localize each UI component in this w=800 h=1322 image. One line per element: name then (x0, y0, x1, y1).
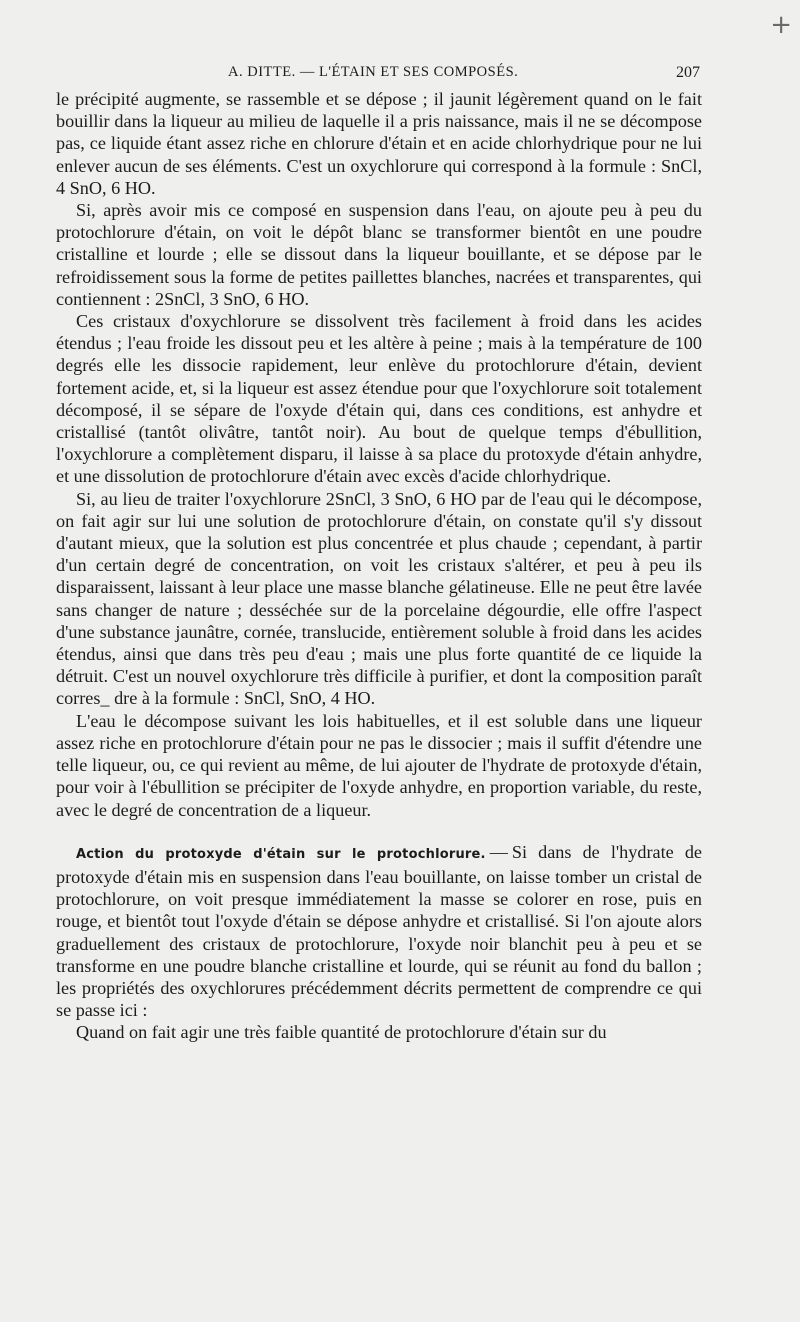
running-head: A. DITTE. — L'ÉTAIN ET SES COMPOSÉS. (228, 64, 519, 80)
section-dash: — (489, 841, 508, 862)
section-action-protoxyde (56, 841, 702, 1044)
paragraph: Si, après avoir mis ce composé en suspension dans l'eau, on ajoute peu à peu du protochlorure d'étain, on voit le dépôt blanc se transformer bientôt en une poudre cristalline et lourde ; elle se dissout dans la liqueur bouillante, et se dépose par le refroidissement sous la forme de petites paillettes blanches, nacrées et transparentes, qui contiennent : 2SnCl, 3 SnO, 6 HO. (56, 200, 702, 309)
corner-registration-mark: + (770, 10, 792, 40)
paragraph: Quand on fait agir une très faible quantité de protochlorure d'étain sur du (76, 1022, 607, 1043)
paragraph-continuation: le précipité augmente, se rassemble et se dépose ; il jaunit légèrement quand on le fait bouillir dans la liqueur au milieu de laquelle il a pris naissance, mais il ne se décompose pas, ce liquide étant assez riche en chlorure d'étain et en acide chlorhydrique pour ne lui enlever aucun de ses éléments. C'est un oxychlorure qui correspond à la formule : SnCl, 4 SnO, 6 HO. (56, 89, 702, 198)
section-heading: Action du protoxyde d'étain sur le protochlorure. (76, 846, 486, 862)
section-paragraph (56, 841, 702, 1022)
paragraph: Si, au lieu de traiter l'oxychlorure 2SnCl, 3 SnO, 6 HO par de l'eau qui le décompose, on fait agir sur lui une solution de protochlorure d'étain, on constate qu'il s'y dissout d'autant mieux, que la solution est plus concentrée et plus chaude ; cependant, à partir d'un certain degré de concentration, on voit les cristaux s'altérer, et peu à peu ils disparaissent, laissant à leur place une masse blanche gélatineuse. Elle ne peut être lavée sans changer de nature ; desséchée sur de la porcelaine dégourdie, elle offre l'aspect d'une substance jaunâtre, cornée, translucide, entièrement soluble à froid dans les acides étendus, ainsi que dans très peu d'eau ; mais une plus forte quantité de ce liquide la détruit. C'est un nouvel oxychlorure très difficile à purifier, et dont la composition paraît corres_ dre à la formule : SnCl, SnO, 4 HO. (56, 488, 702, 709)
page-header (0, 60, 800, 84)
section-paragraph-text: Si dans de l'hydrate de protoxyde d'étain mis en suspension dans l'eau bouillante, on laisse tomber un cristal de protochlorure, on voit presque immédiatement la masse se colorer en rose, puis en rouge, et bientôt tout l'oxyde d'étain se dépose anhydre et cristallisé. Si l'on ajoute alors graduellement des cristaux de protochlorure, l'oxyde noir blanchit peu à peu et se transforme en une poudre blanche cristalline et lourde, qui se réunit au fond du ballon ; les propriétés des oxychlorures précédemment décrits permettent de comprendre ce qui se passe ici : (56, 841, 702, 1021)
paragraph: L'eau le décompose suivant les lois habituelles, et il est soluble dans une liqueur assez riche en protochlorure d'étain pour ne pas le dissocier ; mais il suffit d'étendre une telle liqueur, ou, ce qui revient au même, de lui ajouter de l'hydrate de protoxyde d'étain, pour voir à l'ébullition se précipiter de l'oxyde anhydre, en proportion variable, du reste, avec le degré de concentration de a liqueur. (56, 710, 702, 820)
page-number: 207 (676, 64, 700, 81)
body-text (56, 88, 702, 1044)
paragraph: Ces cristaux d'oxychlorure se dissolvent très facilement à froid dans les acides étendus ; l'eau froide les dissout peu et les altère à peine ; mais à la température de 100 degrés elle les dissocie rapidement, leur enlève du protochlorure d'étain, devient fortement acide, et, si la liqueur est assez étendue pour que l'oxychlorure soit totalement décomposé, il se sépare de l'oxyde d'étain qui, dans ces conditions, est anhydre et cristallisé (tantôt olivâtre, tantôt noir). Au bout de quelque temps d'ébullition, l'oxychlorure a complètement disparu, il laisse à sa place du protoxyde d'étain anhydre, et une dissolution de protochlorure d'étain avec excès d'acide chlorhydrique. (56, 311, 702, 487)
